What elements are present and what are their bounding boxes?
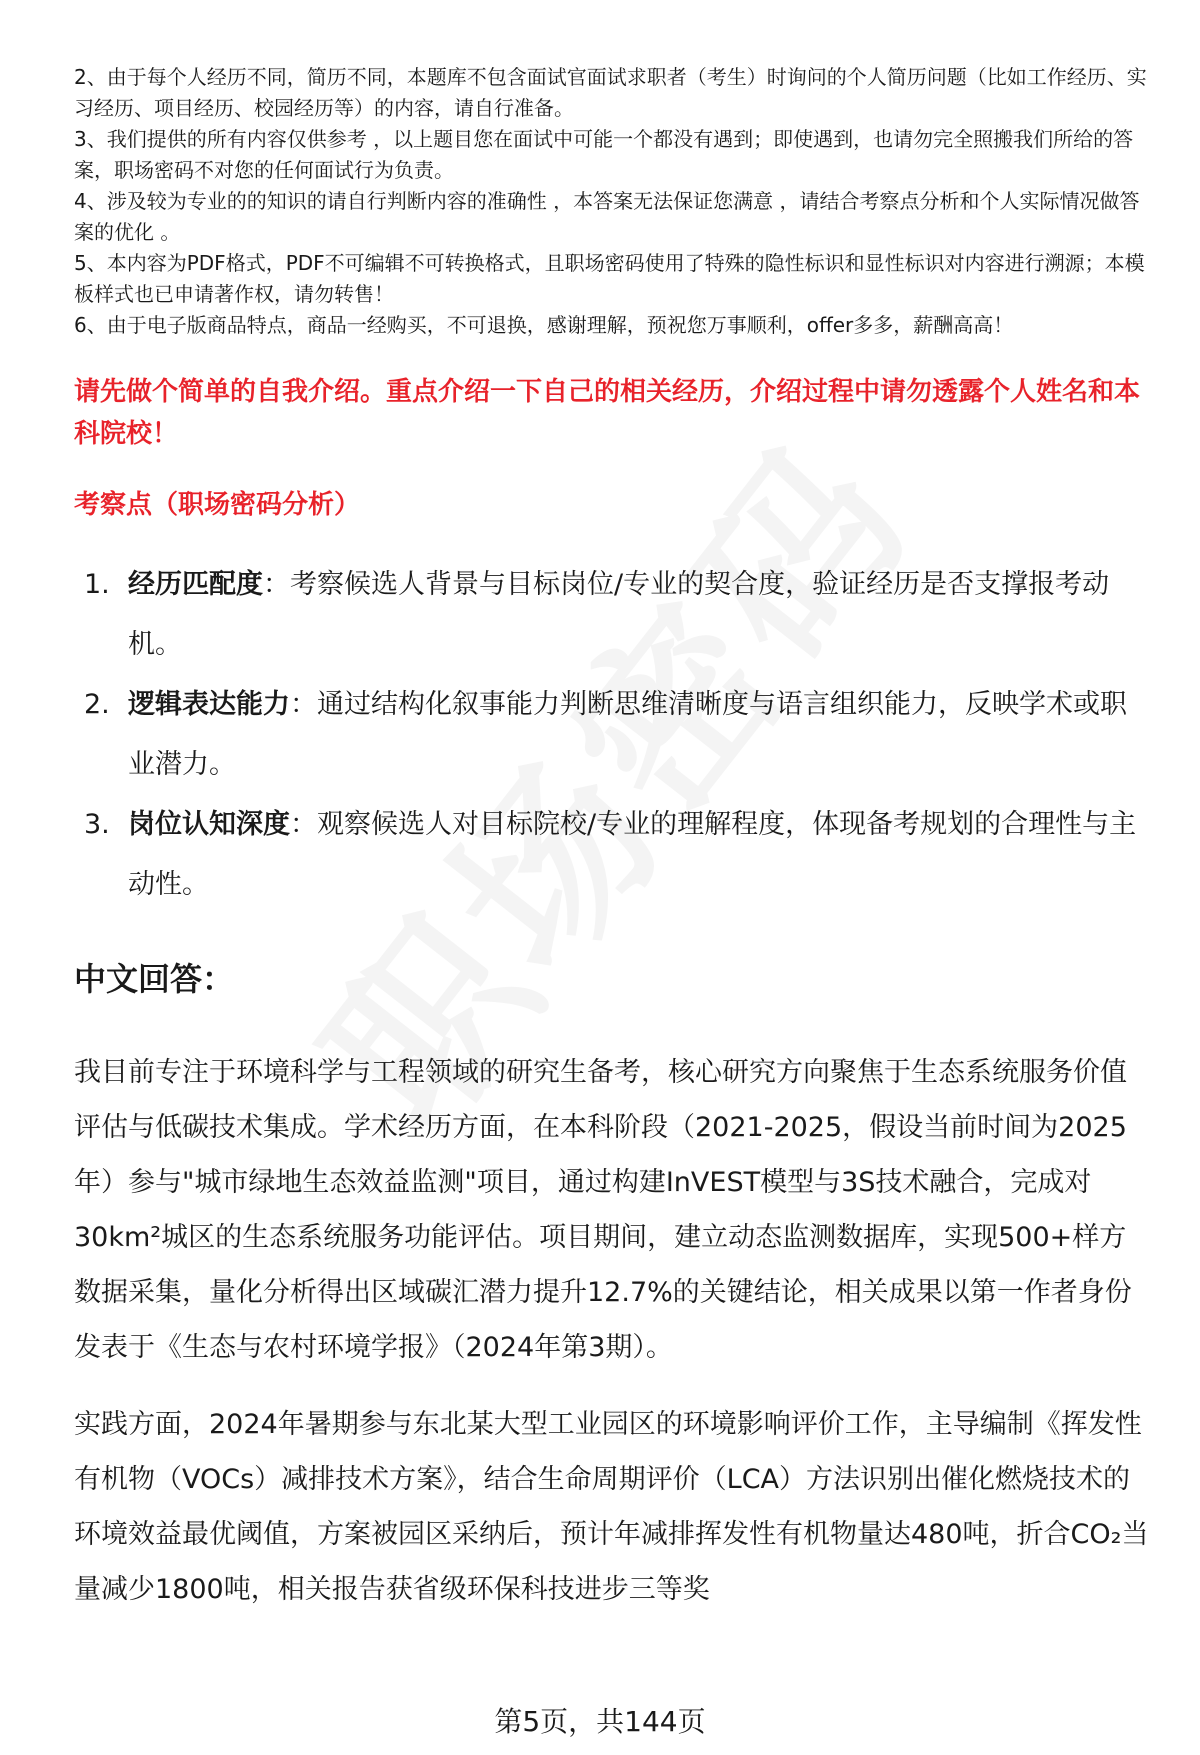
point-term: 岗位认知深度 [128,809,290,840]
note-item: 3、我们提供的所有内容仅供参考 ，以上题目您在面试中可能一个都没有遇到；即使遇到，也请勿完全照搬我们所给的答案，职场密码不对您的任何面试行为负责。 [74,127,1134,182]
analysis-point [74,675,1150,795]
answer-paragraph: 实践方面，2024年暑期参与东北某大型工业园区的环境影响评价工作，主导编制《挥发性有机物（VOCs）减排技术方案》，结合生命周期评价（LCA）方法识别出催化燃烧技术的环境效益最优阈值，方案被园区采纳后，预计年减排挥发性有机物量达480吨，折合CO₂当量减少1800吨，相关报告获省级环保科技进步三等奖 [74,1409,1149,1605]
analysis-point [74,795,1150,915]
note-item: 6、由于电子版商品特点，商品一经购买，不可退换，感谢理解，预祝您万事顺利，offer多多，薪酬高高！ [74,313,1014,337]
question-heading: 请先做个简单的自我介绍。重点介绍一下自己的相关经历，介绍过程中请勿透露个人姓名和本科院校！ [74,377,1141,449]
point-term: 逻辑表达能力 [128,689,290,720]
point-text: ：通过结构化叙事能力判断思维清晰度与语言组织能力，反映学术或职业潜力。 [128,689,1127,780]
point-number: 3. [84,809,110,840]
page-footer: 第5页，共144页 [494,1705,706,1738]
note-item: 5、本内容为PDF格式，PDF不可编辑不可转换格式，且职场密码使用了特殊的隐性标识和显性标识对内容进行溯源；本模板样式也已申请著作权，请勿转售！ [74,251,1145,306]
analysis-label: 考察点（职场密码分析） [74,490,361,520]
point-number: 1. [84,569,110,600]
notes-list [74,62,1150,341]
analysis-point [74,555,1150,675]
point-text: ：考察候选人背景与目标岗位/专业的契合度，验证经历是否支撑报考动机。 [128,569,1110,660]
answer-paragraph: 我目前专注于环境科学与工程领域的研究生备考，核心研究方向聚焦于生态系统服务价值评估与低碳技术集成。学术经历方面，在本科阶段（2021-2025，假设当前时间为2025年）参与"城市绿地生态效益监测"项目，通过构建InVEST模型与3S技术融合，完成对30km²城区的生态系统服务功能评估。项目期间，建立动态监测数据库，实现500+样方数据采集，量化分析得出区域碳汇潜力提升12.7%的关键结论，相关成果以第一作者身份发表于《生态与农村环境学报》（2024年第3期）。 [74,1057,1132,1363]
point-number: 2. [84,689,110,720]
answer-heading: 中文回答： [74,960,235,998]
answer-body [74,1045,1150,1617]
note-item: 4、涉及较为专业的的知识的请自行判断内容的准确性 ，本答案无法保证您满意 ，请结合考察点分析和个人实际情况做答案的优化 。 [74,189,1140,244]
point-text: ：观察候选人对目标院校/专业的理解程度，体现备考规划的合理性与主动性。 [128,809,1137,900]
note-item: 2、由于每个人经历不同，简历不同，本题库不包含面试官面试求职者（考生）时询问的个人简历问题（比如工作经历、实习经历、项目经历、校园经历等）的内容，请自行准备。 [74,65,1147,120]
point-term: 经历匹配度 [128,569,263,600]
analysis-points [74,555,1150,915]
